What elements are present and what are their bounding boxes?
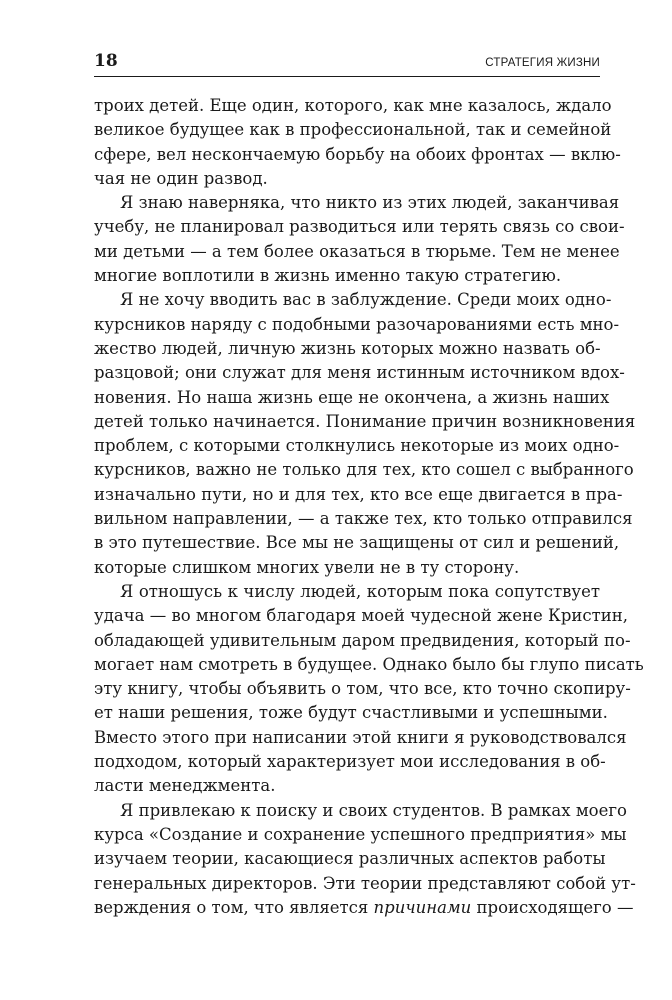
text-line: разцовой; они служат для меня истинным источником вдох- xyxy=(94,363,625,383)
text-line xyxy=(94,896,634,920)
page-header xyxy=(94,50,600,77)
text-line: подходом, который характеризует мои исследования в об- xyxy=(94,752,606,772)
paragraph-4 xyxy=(94,580,644,799)
body-text xyxy=(94,94,644,920)
text-line: могает нам смотреть в будущее. Однако было бы глупо писать xyxy=(94,654,644,674)
text-run: происходящего — xyxy=(471,897,634,917)
paragraph-2 xyxy=(94,191,625,288)
text-line: в это путешествие. Все мы не защищены от сил и решений, xyxy=(94,533,620,553)
text-line: Вместо этого при написании этой книги я руководствовался xyxy=(94,727,627,747)
text-line: удача — во многом благодаря моей чудесной жене Кристин, xyxy=(94,606,628,626)
text-line: новения. Но наша жизнь еще не окончена, а жизнь наших xyxy=(94,387,610,407)
text-line: которые слишком многих увели не в ту сторону. xyxy=(94,557,520,577)
text-line: детей только начинается. Понимание причин возникновения xyxy=(94,411,636,431)
emphasized-word: причинами xyxy=(373,897,472,917)
paragraph-1 xyxy=(94,94,621,191)
text-line: многие воплотили в жизнь именно такую стратегию. xyxy=(94,266,562,286)
text-line: генеральных директоров. Эти теории представляют собой ут- xyxy=(94,873,636,893)
text-line: учебу, не планировал разводиться или терять связь со свои- xyxy=(94,217,625,237)
paragraph-3 xyxy=(94,288,636,580)
paragraph-5 xyxy=(94,799,636,920)
text-line: обладающей удивительным даром предвидения, который по- xyxy=(94,630,631,650)
text-line: курса «Создание и сохранение успешного предприятия» мы xyxy=(94,824,627,844)
text-line: изучаем теории, касающиеся различных аспектов работы xyxy=(94,849,606,869)
text-line: вильном направлении, — а также тех, кто только отправился xyxy=(94,509,633,529)
text-line: курсников наряду с подобными разочарованиями есть мно- xyxy=(94,314,620,334)
text-line: эту книгу, чтобы объявить о том, что все, кто точно скопиру- xyxy=(94,679,631,699)
text-line: троих детей. Еще один, которого, как мне казалось, ждало xyxy=(94,96,612,115)
page-number: 18 xyxy=(94,51,118,71)
text-line: проблем, с которыми столкнулись некоторые из моих одно- xyxy=(94,436,620,456)
text-run: верждения о том, что является xyxy=(94,897,374,917)
text-line: курсников, важно не только для тех, кто сошел с выбранного xyxy=(94,460,634,480)
text-line: ми детьми — а тем более оказаться в тюрьме. Тем не менее xyxy=(94,241,620,261)
text-line: Я знаю наверняка, что никто из этих людей, заканчивая xyxy=(120,193,620,213)
text-line: сфере, вел нескончаемую борьбу на обоих фронтах — вклю- xyxy=(94,144,621,164)
text-line: ет наши решения, тоже будут счастливыми и успешными. xyxy=(94,703,608,723)
text-line: чая не один развод. xyxy=(94,168,268,188)
text-line: великое будущее как в профессиональной, так и семейной xyxy=(94,120,612,140)
text-line: Я отношусь к числу людей, которым пока сопутствует xyxy=(120,581,600,601)
text-line: ласти менеджмента. xyxy=(94,776,276,796)
text-line: жество людей, личную жизнь которых можно назвать об- xyxy=(94,338,601,358)
text-line: изначально пути, но и для тех, кто все еще двигается в пра- xyxy=(94,484,623,504)
text-line: Я привлекаю к поиску и своих студентов. В рамках моего xyxy=(120,800,627,820)
text-line: Я не хочу вводить вас в заблуждение. Среди моих одно- xyxy=(120,290,612,310)
running-title: СТРАТЕГИЯ ЖИЗНИ xyxy=(485,57,600,69)
